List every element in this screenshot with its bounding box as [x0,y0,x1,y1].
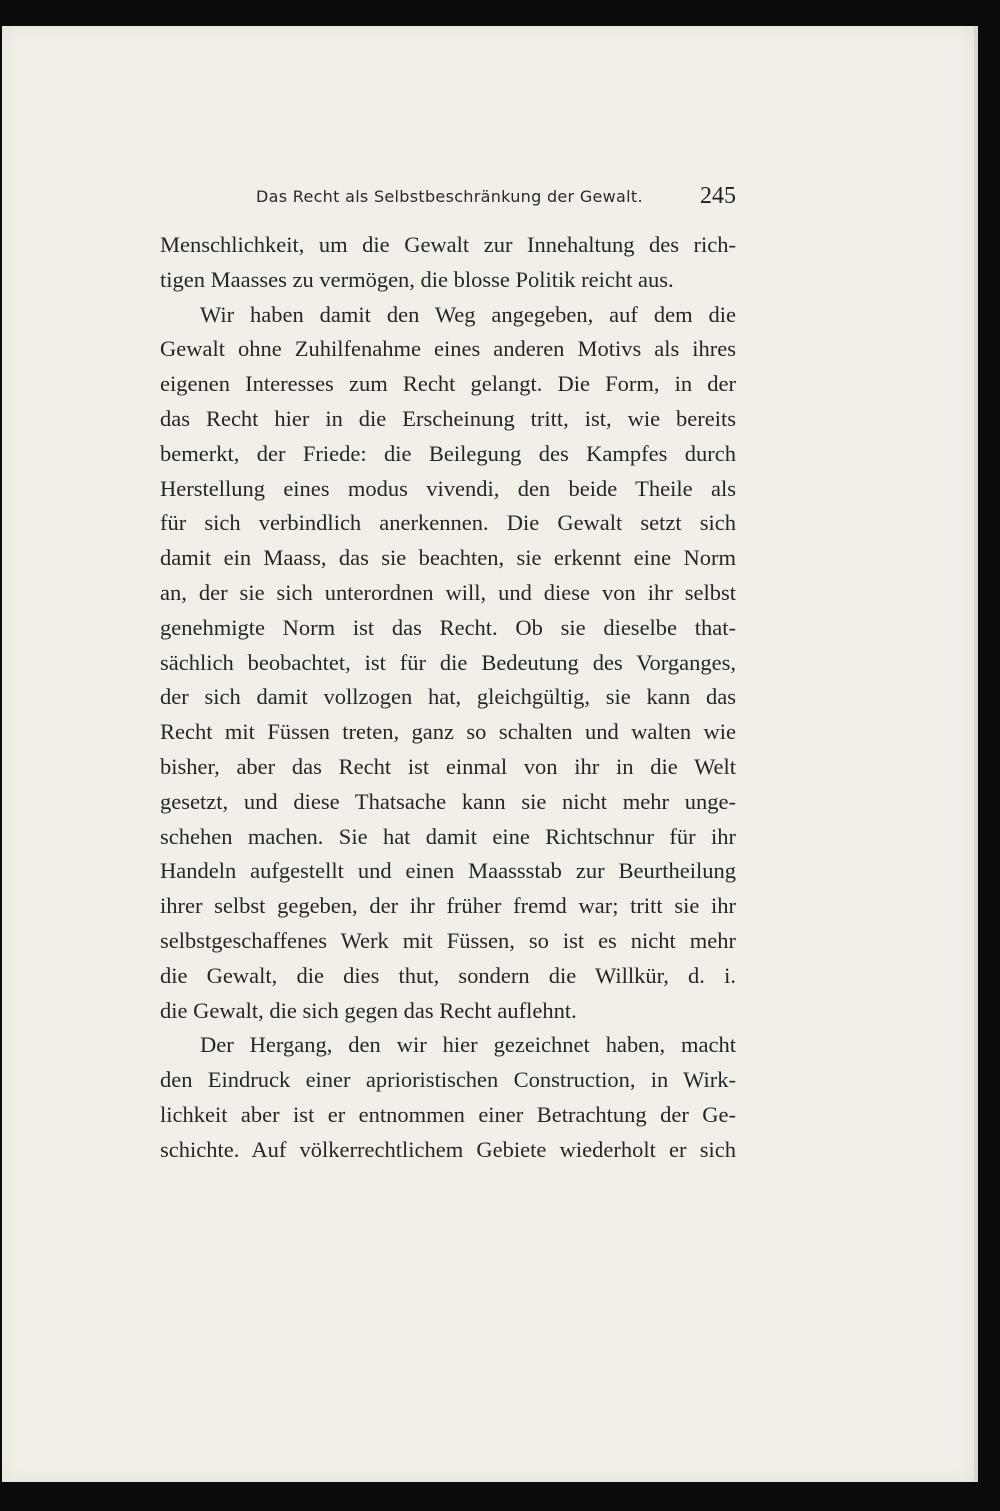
running-title: Das Recht als Selbstbeschränkung der Gewalt. [256,187,643,206]
text-line: schehen machen. Sie hat damit eine Richtschnur für ihr [160,823,736,849]
text-line: für sich verbindlich anerkennen. Die Gewalt setzt sich [160,510,736,536]
body-text [160,228,736,1168]
text-line: an, der sie sich unterordnen will, und diese von ihr selbst [160,579,736,605]
text-line: bemerkt, der Friede: die Beilegung des Kampfes durch [160,440,736,466]
text-line: der sich damit vollzogen hat, gleichgültig, sie kann das [160,684,736,710]
text-line: genehmigte Norm ist das Recht. Ob sie dieselbe that- [160,614,736,640]
text-line: tigen Maasses zu vermögen, die blosse Politik reicht aus. [160,266,674,292]
text-line: den Eindruck einer aprioristischen Construction, in Wirk- [160,1067,736,1093]
page-header [256,185,736,215]
text-line: die Gewalt, die dies thut, sondern die Willkür, d. i. [160,962,736,988]
text-line: lichkeit aber ist er entnommen einer Betrachtung der Ge- [160,1101,736,1127]
text-line: Recht mit Füssen treten, ganz so schalten und walten wie [160,719,736,745]
text-line: Herstellung eines modus vivendi, den beide Theile als [160,475,736,501]
page-edge [974,26,978,1482]
text-line: ihrer selbst gegeben, der ihr früher fremd war; tritt sie ihr [160,893,736,919]
text-line: schichte. Auf völkerrechtlichem Gebiete wiederholt er sich [160,1136,736,1162]
page-number: 245 [700,183,736,209]
text-line: Wir haben damit den Weg angegeben, auf dem die [200,301,736,327]
text-line: Handeln aufgestellt und einen Maassstab zur Beurtheilung [160,858,736,884]
text-line: gesetzt, und diese Thatsache kann sie nicht mehr unge- [160,788,736,814]
text-line: eigenen Interesses zum Recht gelangt. Die Form, in der [160,371,736,397]
text-line: damit ein Maass, das sie beachten, sie erkennt eine Norm [160,545,736,571]
text-line: sächlich beobachtet, ist für die Bedeutung des Vorganges, [160,649,736,675]
text-line: bisher, aber das Recht ist einmal von ihr in die Welt [160,753,736,779]
text-line: Der Hergang, den wir hier gezeichnet haben, macht [200,1032,736,1058]
text-line: Gewalt ohne Zuhilfenahme eines anderen Motivs als ihres [160,336,736,362]
text-line: die Gewalt, die sich gegen das Recht auflehnt. [160,997,577,1023]
text-line: selbstgeschaffenes Werk mit Füssen, so ist es nicht mehr [160,927,736,953]
text-line: das Recht hier in die Erscheinung tritt, ist, wie bereits [160,405,736,431]
text-line: Menschlichkeit, um die Gewalt zur Innehaltung des rich- [160,232,736,257]
